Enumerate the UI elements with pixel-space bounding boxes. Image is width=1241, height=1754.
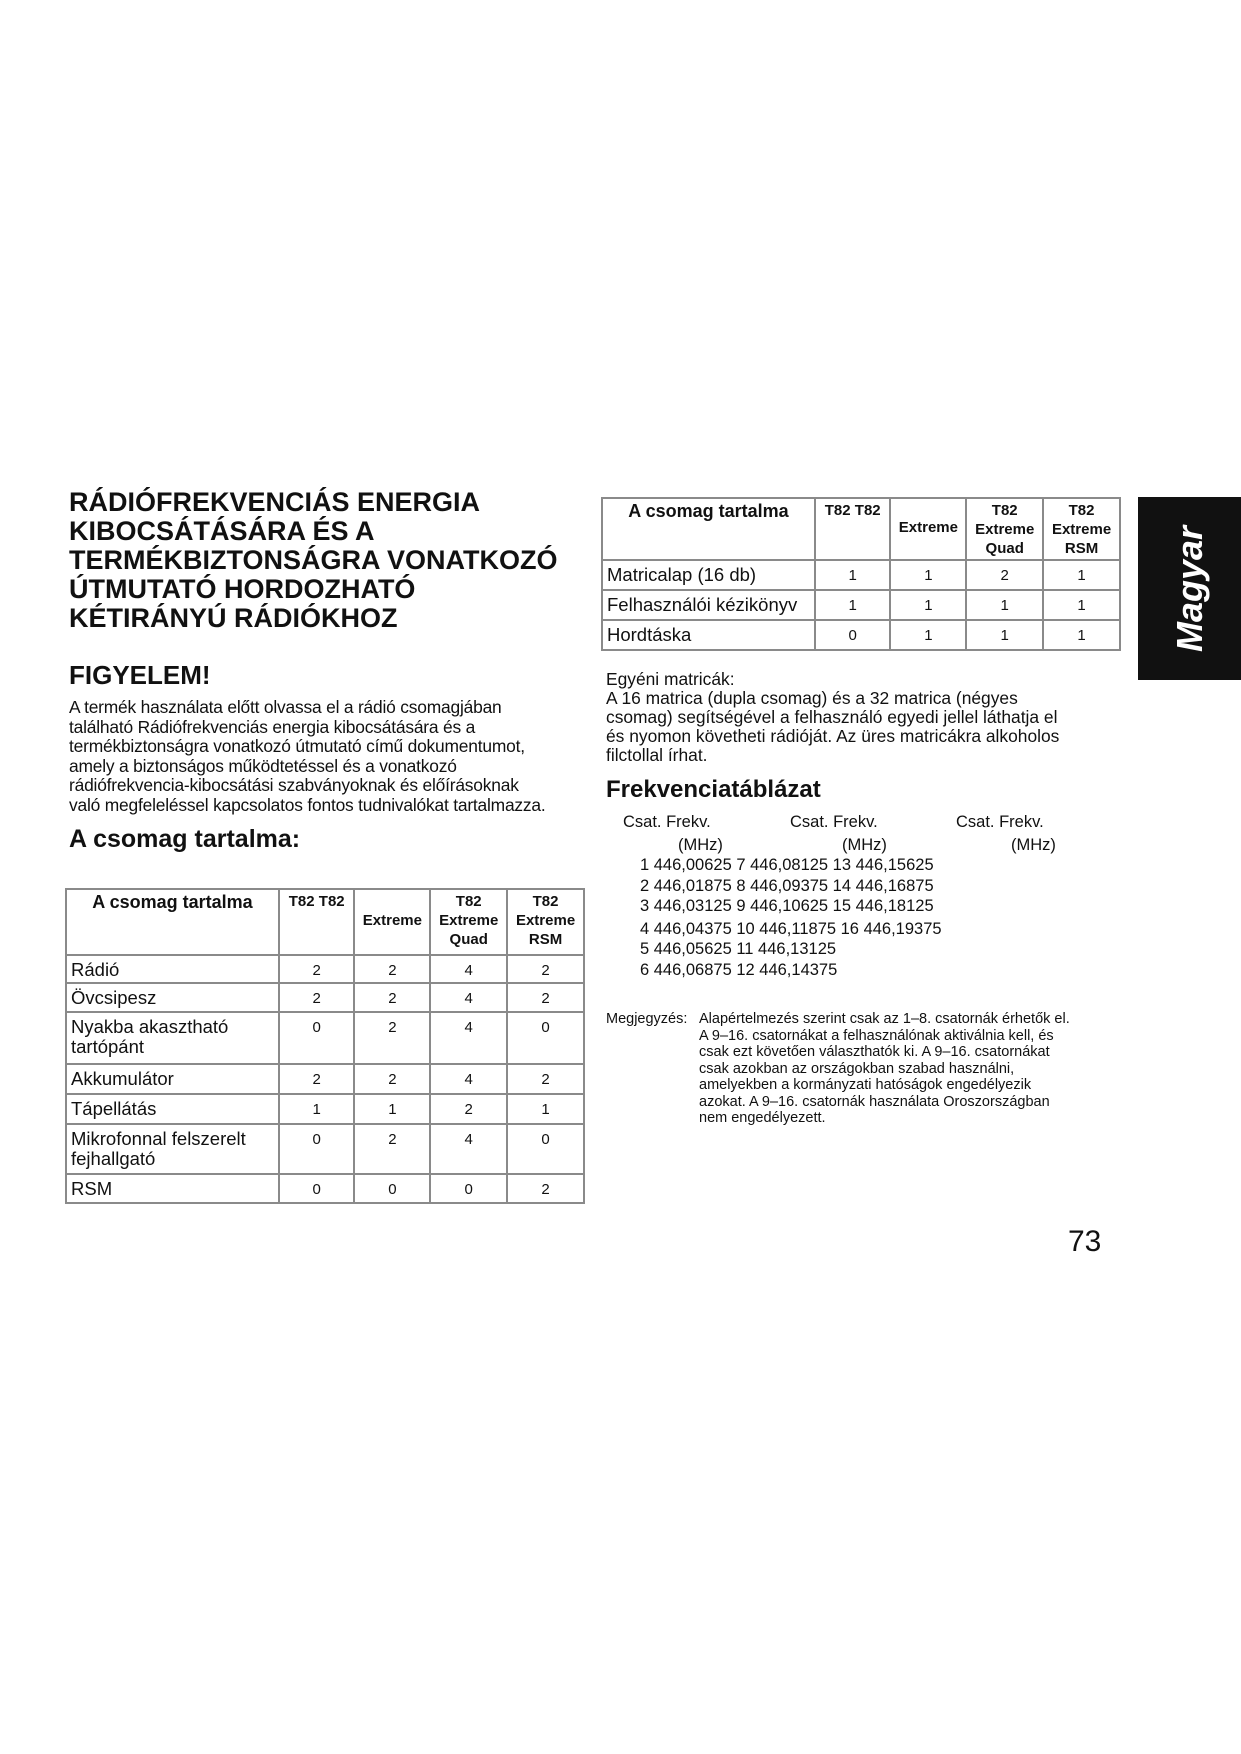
page-title (69, 488, 589, 633)
title-line: TERMÉKBIZTONSÁGRA VONATKOZÓ (69, 545, 558, 575)
table-row (602, 590, 1120, 620)
cell: 2 (507, 1174, 584, 1203)
header-cell: T82 Extreme RSM (1043, 498, 1120, 560)
table-header-row (66, 889, 584, 955)
header-cell: T82 Extreme Quad (430, 889, 507, 955)
warning-line: A termék használata előtt olvassa el a rádió csomagjában (69, 697, 502, 717)
freq-row: 6 446,06875 12 446,14375 (640, 961, 838, 979)
language-tab (1138, 497, 1241, 680)
table-row (66, 1094, 584, 1124)
title-line: KÉTIRÁNYÚ RÁDIÓKHOZ (69, 603, 398, 633)
stickers-line: filctollal írhat. (606, 745, 708, 765)
stickers-line: A 16 matrica (dupla csomag) és a 32 matrica (négyes (606, 688, 1018, 708)
cell: 0 (354, 1174, 430, 1203)
note-line: csak ezt követően választhatók ki. A 9–16. csatornákat (699, 1044, 1050, 1060)
row-label: Mikrofonnal felszerelt fejhallgató (66, 1124, 279, 1174)
page-number: 73 (1068, 1225, 1102, 1258)
warning-line: található Rádiófrekvenciás energia kibocsátására és a (69, 716, 476, 737)
note-line: Alapértelmezés szerint csak az 1–8. csatornák érhetők el. (699, 1011, 1070, 1027)
cell: 1 (507, 1094, 584, 1124)
row-label: RSM (66, 1174, 279, 1203)
cell: 1 (890, 560, 966, 590)
package-table (65, 888, 585, 1204)
cell: 2 (354, 955, 430, 983)
language-tab-label: Magyar (1168, 525, 1210, 652)
stickers-text (606, 670, 1126, 765)
row-label: Matricalap (16 db) (602, 560, 815, 590)
cell: 2 (279, 955, 355, 983)
row-label: Övcsipesz (66, 983, 279, 1012)
cell: 0 (279, 1012, 355, 1064)
freq-heading: Frekvenciatáblázat (606, 776, 821, 803)
freq-row: 4 446,04375 10 446,11875 16 446,19375 (640, 920, 942, 938)
cell: 2 (279, 983, 355, 1012)
cell: 4 (430, 955, 507, 983)
cell: 4 (430, 1012, 507, 1064)
freq-unit: (MHz) (1011, 836, 1056, 854)
cell: 2 (507, 983, 584, 1012)
cell: 1 (354, 1094, 430, 1124)
table-row (66, 1174, 584, 1203)
cell: 0 (507, 1124, 584, 1174)
note-line: csak azokban az országokban szabad használni, (699, 1060, 1015, 1077)
warning-text (69, 698, 589, 815)
cell: 2 (354, 1064, 430, 1094)
cell: 0 (430, 1174, 507, 1203)
cell: 2 (279, 1064, 355, 1094)
header-cell: T82 T82 (279, 889, 355, 955)
package-heading: A csomag tartalma: (69, 825, 301, 853)
freq-row: 1 446,00625 7 446,08125 13 446,15625 (640, 856, 934, 874)
row-label: Felhasználói kézikönyv (602, 590, 815, 620)
row-label: Tápellátás (66, 1094, 279, 1124)
note-label: Megjegyzés: (606, 1011, 688, 1027)
warning-line: rádiófrekvencia-kibocsátási szabványoknak és előírásoknak (69, 775, 519, 795)
cell: 1 (890, 620, 966, 650)
title-line: ÚTMUTATÓ HORDOZHATÓ (69, 574, 416, 604)
note-text (699, 1011, 1119, 1127)
cell: 1 (815, 560, 891, 590)
warning-heading: FIGYELEM! (69, 660, 211, 690)
table-row (602, 560, 1120, 590)
freq-row: 3 446,03125 9 446,10625 15 446,18125 (640, 897, 934, 915)
header-cell: T82 T82 (815, 498, 891, 560)
note-line: nem engedélyezett. (699, 1110, 826, 1126)
header-cell: A csomag tartalma (66, 889, 279, 955)
note-line: azokat. A 9–16. csatornák használata Oroszországban (699, 1093, 1050, 1110)
cell: 2 (507, 1064, 584, 1094)
table-row (66, 1012, 584, 1064)
title-line: RÁDIÓFREKVENCIÁS ENERGIA (69, 487, 481, 517)
freq-unit: (MHz) (842, 836, 887, 854)
cell: 1 (1043, 590, 1120, 620)
cell: 2 (430, 1094, 507, 1124)
cell: 4 (430, 983, 507, 1012)
cell: 2 (354, 983, 430, 1012)
table-row (602, 620, 1120, 650)
note-line: amelyekben a kormányzati hatóságok engedélyezik (699, 1077, 1032, 1093)
cell: 1 (966, 620, 1043, 650)
stickers-line: és nyomon követheti rádióját. Az üres matricákra alkoholos (606, 726, 1060, 746)
cell: 2 (354, 1012, 430, 1064)
row-label: Akkumulátor (66, 1064, 279, 1094)
cell: 1 (815, 590, 891, 620)
cell: 1 (966, 590, 1043, 620)
freq-row: 2 446,01875 8 446,09375 14 446,16875 (640, 877, 934, 895)
header-cell: T82 Extreme RSM (507, 889, 584, 955)
cell: 1 (1043, 620, 1120, 650)
cell: 1 (279, 1094, 355, 1124)
row-label: Nyakba akasztható tartópánt (66, 1012, 279, 1064)
cell: 1 (890, 590, 966, 620)
header-cell: A csomag tartalma (602, 498, 815, 560)
header-cell: Extreme (354, 889, 430, 955)
table-row (66, 1124, 584, 1174)
cell: 2 (507, 955, 584, 983)
header-cell: T82 Extreme Quad (966, 498, 1043, 560)
freq-col-head: Csat. Frekv. (623, 813, 711, 831)
row-label: Hordtáska (602, 620, 815, 650)
cell: 4 (430, 1064, 507, 1094)
package-table-continued (601, 497, 1121, 651)
stickers-line: Egyéni matricák: (606, 669, 735, 689)
cell: 4 (430, 1124, 507, 1174)
table-row (66, 983, 584, 1012)
warning-line: amely a biztonságos működtetéssel és a vonatkozó (69, 755, 457, 776)
row-label: Rádió (66, 955, 279, 983)
cell: 0 (507, 1012, 584, 1064)
freq-col-head: Csat. Frekv. (956, 813, 1044, 831)
title-line: KIBOCSÁTÁSÁRA ÉS A (69, 516, 375, 546)
freq-col-head: Csat. Frekv. (790, 813, 878, 831)
freq-row: 5 446,05625 11 446,13125 (640, 940, 837, 958)
cell: 0 (279, 1124, 355, 1174)
note-line: A 9–16. csatornákat a felhasználónak aktiválnia kell, és (699, 1027, 1054, 1044)
cell: 0 (815, 620, 891, 650)
freq-unit: (MHz) (678, 836, 723, 854)
cell: 2 (966, 560, 1043, 590)
header-cell: Extreme (890, 498, 966, 560)
stickers-line: csomag) segítségével a felhasználó egyedi jellel láthatja el (606, 707, 1058, 727)
cell: 0 (279, 1174, 355, 1203)
table-row (66, 955, 584, 983)
warning-line: termékbiztonságra vonatkozó útmutató című dokumentumot, (69, 736, 525, 756)
table-row (66, 1064, 584, 1094)
table-header-row (602, 498, 1120, 560)
warning-line: való megfeleléssel kapcsolatos fontos tudnivalókat tartalmazza. (69, 794, 546, 815)
cell: 1 (1043, 560, 1120, 590)
cell: 2 (354, 1124, 430, 1174)
